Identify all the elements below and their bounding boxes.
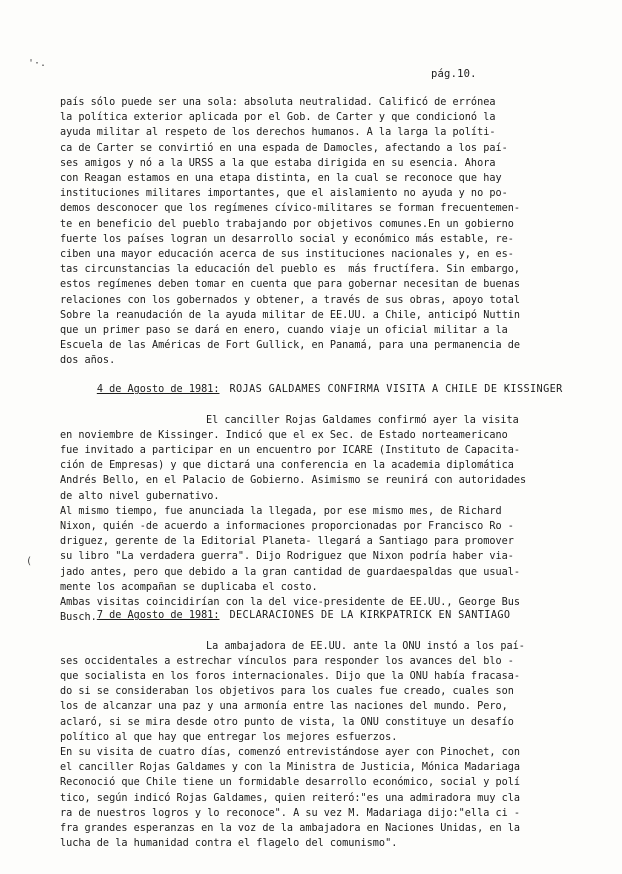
scan-mark-left-margin: (	[26, 556, 33, 567]
page-number: pág.10.	[431, 68, 477, 80]
text-line: que socialista en los foros internacionales. Dijo que la ONU había fracasa-	[60, 671, 521, 683]
section-date: 7 de Agosto de 1981:	[96, 610, 220, 622]
text-line: te en beneficio del pueblo trabajando por objetivos comunes.En un gobierno	[60, 218, 514, 230]
text-line: aclaró, si se mira desde otro punto de vista, la ONU constituye un desafío	[60, 716, 514, 728]
text-line: driguez, gerente de la Editorial Planeta- llegará a Santiago para promover	[60, 536, 514, 548]
text-line: instituciones militares importantes, que el aislamiento no ayuda y no po-	[60, 188, 508, 200]
text-line: mente los acompañan se duplicaba el costo.	[60, 581, 318, 593]
text-line: los de alcanzar una paz y una armonía entre las naciones del mundo. Pero,	[60, 701, 508, 713]
text-line: En su visita de cuatro días, comenzó entrevistándose ayer con Pinochet, con	[60, 747, 521, 759]
text-line: Escuela de las Américas de Fort Gullick, en Panamá, para una permanencia de	[60, 340, 521, 352]
text-line: con Reagan estamos en una etapa distinta, en la cual se reconoce que hay	[60, 173, 502, 185]
scan-mark-top-left: '·.	[28, 58, 47, 69]
text-line: dos años.	[60, 355, 116, 367]
text-line: fue invitado a participar en un encuentro por ICARE (Instituto de Capacita-	[60, 445, 521, 457]
text-line: Nixon, quién -de acuerdo a informaciones proporcionadas por Francisco Ro -	[60, 521, 514, 533]
text-line: La ambajadora de EE.UU. ante la ONU instó a los paí-	[206, 640, 525, 652]
text-line: ciben una mayor educación acerca de sus instituciones nacionales y, en es-	[60, 249, 514, 261]
section-title: DECLARACIONES DE LA KIRKPATRICK EN SANTIAGO	[229, 610, 511, 622]
text-line: relaciones con los gobernados y obtener, a través de sus obras, apoyo total	[60, 294, 521, 306]
text-line: ayuda militar al respeto de los derechos humanos. A la larga la políti-	[60, 127, 496, 139]
text-line: en noviembre de Kissinger. Indicó que el ex Sec. de Estado norteamericano	[60, 429, 508, 441]
text-line: tico, según indicó Rojas Galdames, quien reiteró:"es una admiradora muy cla	[60, 792, 521, 804]
text-line: ca de Carter se convirtió en una espada de Damocles, afectando a los paí-	[60, 142, 508, 154]
text-line: Sobre la reanudación de la ayuda militar de EE.UU. a Chile, anticipó Nuttin	[60, 309, 521, 321]
text-line: que un primer paso se dará en enero, cuando viaje un oficial militar a la	[60, 325, 508, 337]
paragraph-continuation	[60, 95, 530, 369]
text-line: Ambas visitas coincidirían con la del vice-presidente de EE.UU., George Bus	[60, 597, 521, 609]
text-line: Reconoció que Chile tiene un formidable desarrollo económico, social y polí	[60, 777, 521, 789]
text-line: la política exterior aplicada por el Gob. de Carter y que condicionó la	[60, 112, 496, 124]
text-line: demos desconocer que los regímenes cívico-militares se forman frecuentemen-	[60, 203, 521, 215]
section-kissinger	[60, 367, 563, 625]
section-heading	[60, 593, 530, 639]
text-line: tas circunstancias la educación del pueblo es más fructífera. Sin embargo,	[60, 264, 521, 276]
text-line: jado antes, pero que debido a la gran cantidad de guardaespaldas que usual-	[60, 566, 521, 578]
text-line: ra de nuestros logros y lo reconoce". A su vez M. Madariaga dijo:"ella ci -	[60, 807, 521, 819]
text-line: fra grandes esperanzas en la voz de la ambajadora en Naciones Unidas, en la	[60, 823, 521, 835]
text-line: El canciller Rojas Galdames confirmó ayer la visita	[206, 414, 519, 426]
text-line: ción de Empresas) y que dictará una conferencia en la academia diplomática	[60, 460, 514, 472]
text-line: de alto nivel gubernativo.	[60, 490, 220, 502]
text-line: ses occidentales a estrechar vínculos para responder los avances del blo -	[60, 655, 514, 667]
text-line: lucha de la humanidad contra el flagelo del comunismo".	[60, 838, 398, 850]
section-title: ROJAS GALDAMES CONFIRMA VISITA A CHILE DE KISSINGER	[229, 384, 563, 396]
text-line: Andrés Bello, en el Palacio de Gobierno. Asimismo se reunirá con autoridades	[60, 475, 527, 487]
text-line: Busch.	[60, 612, 97, 624]
section-date: 4 de Agosto de 1981:	[96, 384, 220, 396]
section-heading	[60, 367, 563, 413]
text-line: político al que hay que entregar los mejores esfuerzos.	[60, 731, 398, 743]
text-line: país sólo puede ser una sola: absoluta neutralidad. Calificó de errónea	[60, 97, 496, 108]
text-line: Al mismo tiempo, fue anunciada la llegada, por ese mismo mes, de Richard	[60, 505, 502, 517]
text-line: ses amigos y nó a la URSS a la que estaba dirigida en su esencia. Ahora	[60, 157, 496, 169]
text-line: do si se consideraban los objetivos para los cuales fue creado, cuales son	[60, 686, 514, 698]
text-line: estos regímenes deben tomar en cuenta que para gobernar necesitan de buenas	[60, 279, 521, 291]
text-line: fuerte los países logran un desarrollo social y económico más estable, re-	[60, 233, 514, 245]
section-kirkpatrick	[60, 593, 530, 851]
text-line: el canciller Rojas Galdames y con la Ministra de Justicia, Mónica Madariaga	[60, 762, 521, 774]
text-line: su libro "La verdadera guerra". Dijo Rodriguez que Nixon podría haber via-	[60, 551, 514, 563]
